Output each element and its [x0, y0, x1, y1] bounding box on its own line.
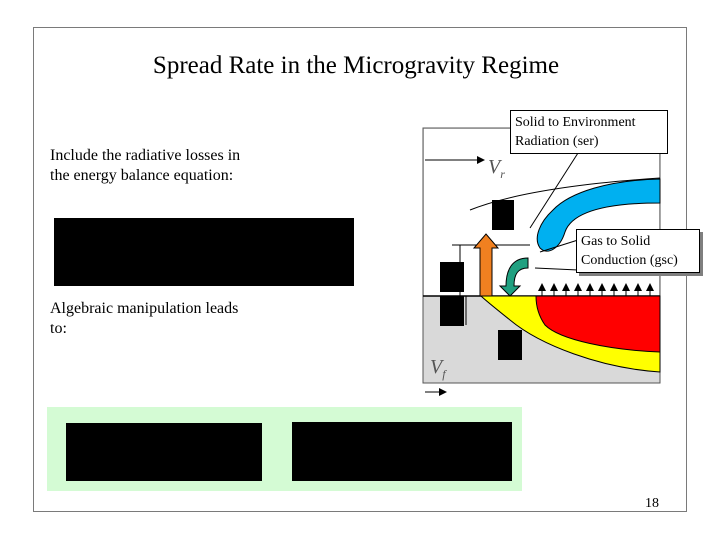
vf-label: $V_f$ — [430, 356, 446, 381]
diagram-symbol-2 — [440, 262, 464, 292]
callout-gsc-line-1: Gas to Solid — [581, 234, 651, 249]
diagram-symbol-4 — [498, 330, 522, 360]
callout-solid-environment-radiation — [510, 110, 668, 154]
diagram-symbol-3 — [440, 296, 464, 326]
callout-gas-solid-conduction — [576, 229, 700, 273]
result-text-line-2: to: — [50, 320, 67, 337]
vr-label: $V_r$ — [488, 156, 505, 181]
callout-gsc-line-2: Conduction (gsc) — [581, 253, 678, 268]
result-text-line-1: Algebraic manipulation leads — [50, 300, 239, 317]
callout-ser-line-1: Solid to Environment — [515, 115, 636, 130]
intro-text-line-2: the energy balance equation: — [50, 167, 234, 184]
page-number: 18 — [645, 496, 659, 511]
slide-title: Spread Rate in the Microgravity Regime — [152, 52, 560, 79]
intro-text-line-1: Include the radiative losses in — [50, 147, 241, 164]
callout-ser-line-2: Radiation (ser) — [515, 134, 599, 149]
diagram-symbol-1 — [492, 200, 514, 230]
